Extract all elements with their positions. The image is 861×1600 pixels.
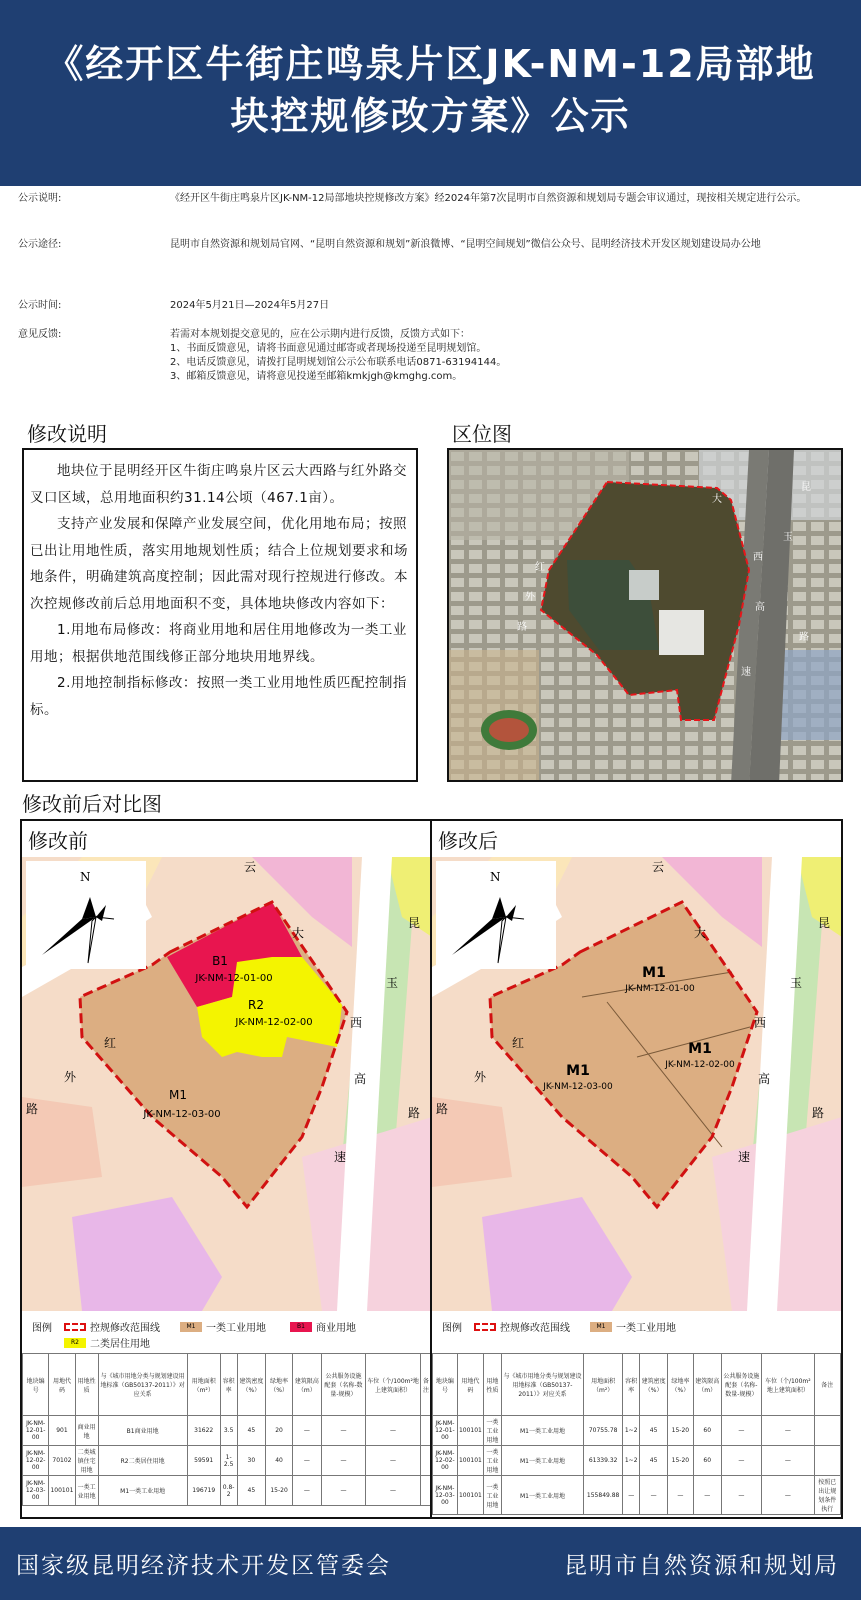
map-road-char: 大 — [712, 494, 722, 505]
table-cell — [420, 1416, 431, 1446]
table-cell: 61339.32 — [584, 1446, 623, 1476]
road-label: 外 — [64, 1070, 77, 1084]
description-paragraph: 2.用地控制指标修改：按照一类工业用地性质匹配控制指标。 — [30, 675, 407, 718]
table-cell: 一类工业用地 — [75, 1476, 98, 1506]
table-header: 用地性质 — [484, 1354, 502, 1416]
legend-boundary — [64, 1319, 160, 1334]
table-cell: JK-NM-12-01-00 — [23, 1416, 49, 1446]
after-title: 修改后 — [438, 829, 498, 853]
table-cell: 二类城镇住宅用地 — [75, 1446, 98, 1476]
header-banner — [0, 0, 861, 186]
table-header: 用地代码 — [457, 1354, 483, 1416]
table-header: 地块编号 — [433, 1354, 458, 1416]
table-cell: — — [366, 1476, 421, 1506]
road-label: 玉 — [790, 976, 803, 990]
table-cell: — — [321, 1416, 365, 1446]
table-cell: 45 — [640, 1446, 668, 1476]
table-header: 备注 — [420, 1354, 431, 1416]
legend-label: 一类工业用地 — [206, 1323, 266, 1334]
parcel-id: JK-NM-12-01-00 — [625, 984, 695, 994]
boundary-swatch — [64, 1323, 86, 1331]
table-cell: 100101 — [457, 1446, 483, 1476]
table-cell: JK-NM-12-01-00 — [433, 1416, 458, 1446]
table-cell: — — [762, 1476, 814, 1515]
legend-boundary — [474, 1319, 570, 1334]
road-label: 路 — [436, 1102, 449, 1116]
table-cell: M1一类工业用地 — [501, 1416, 584, 1446]
table-cell: — — [292, 1416, 321, 1446]
table-header: 绿地率（%） — [266, 1354, 293, 1416]
table-cell: 155849.88 — [584, 1476, 623, 1515]
table-cell: 1-2.5 — [220, 1446, 237, 1476]
table-header: 建筑密度（%） — [640, 1354, 668, 1416]
table-cell: 商业用地 — [75, 1416, 98, 1446]
boundary-swatch — [474, 1323, 496, 1331]
table-cell: — — [762, 1416, 814, 1446]
table-row — [23, 1446, 432, 1476]
table-cell: 100101 — [457, 1416, 483, 1446]
table-header: 与《城市用地分类与规划建设用地标准（GB50137-2011）》对应关系 — [98, 1354, 187, 1416]
map-road-char: 西 — [753, 552, 763, 563]
table-row — [433, 1476, 841, 1515]
north-label: N — [80, 870, 91, 884]
road-label: 玉 — [386, 976, 399, 990]
table-row — [23, 1416, 432, 1446]
table-header-row — [433, 1354, 841, 1416]
map-road-char: 速 — [741, 667, 751, 678]
table-header: 车位（个/100m²地上建筑面积） — [366, 1354, 421, 1416]
table-header: 用地面积（m²） — [584, 1354, 623, 1416]
footer-org-right: 昆明市自然资源和规划局 — [564, 1553, 839, 1579]
before-panel — [22, 821, 432, 1517]
table-cell: — — [667, 1476, 693, 1515]
table-header: 车位（个/100m²地上建筑面积） — [762, 1354, 814, 1416]
map-road-char: 路 — [799, 632, 809, 643]
legend-label: 一类工业用地 — [616, 1323, 676, 1334]
map-road-char: 外 — [525, 592, 535, 603]
table-cell: 15-20 — [667, 1446, 693, 1476]
table-header: 绿地率（%） — [667, 1354, 693, 1416]
road-label: 路 — [26, 1102, 39, 1116]
table-cell: — — [366, 1416, 421, 1446]
notice-label: 公示途径: — [18, 239, 62, 250]
after-panel — [432, 821, 841, 1517]
table-cell: 45 — [640, 1416, 668, 1446]
notice-text: 《经开区牛街庄鸣泉片区JK-NM-12局部地块控规修改方案》经2024年第7次昆明市自然资源和规划局专题会审议通过，现按相关规定进行公示。 — [170, 193, 807, 204]
parcel-code: M1 — [642, 965, 666, 981]
table-header: 地块编号 — [23, 1354, 49, 1416]
road-label: 大 — [694, 926, 707, 940]
legend-label: 控规修改范围线 — [90, 1323, 160, 1334]
b1-swatch: B1 — [290, 1322, 312, 1332]
m1-swatch: M1 — [590, 1322, 612, 1332]
table-header: 建筑限高（m） — [292, 1354, 321, 1416]
table-cell: 3.5 — [220, 1416, 237, 1446]
north-label: N — [490, 870, 501, 884]
description-paragraph: 1.用地布局修改：将商业用地和居住用地修改为一类工业用地；根据供地范围线修正部分地块用地界线。 — [30, 622, 407, 665]
notice-text: 若需对本规划提交意见的，应在公示期内进行反馈，反馈方式如下： 1、书面反馈意见，请将书面意见通过邮寄或者现场投递至昆明规划馆。 2、电话反馈意见，请拨打昆明规划馆公示公布联系电话0871-63194144。 3、邮箱反馈意见，请将意见投递至邮箱kmkjgh@kmghg.com。 — [170, 329, 507, 382]
page-title: 《经开区牛街庄鸣泉片区JK-NM-12局部地块控规修改方案》公示 — [45, 42, 816, 138]
table-cell: 15-20 — [667, 1416, 693, 1446]
table-cell: 59591 — [187, 1446, 220, 1476]
table-cell: — — [762, 1446, 814, 1476]
table-cell: JK-NM-12-03-00 — [433, 1476, 458, 1515]
satellite-image — [449, 450, 843, 782]
notice-label: 公示说明: — [18, 193, 62, 204]
comparison-panel — [20, 819, 843, 1519]
description-paragraph: 支持产业发展和保障产业发展空间，优化用地布局；按照已出让用地性质，落实用地规划性质；结合上位规划要求和场地条件，明确建筑高度控制；因此需对现行控规进行修改。本次控规修改前后总用地面积不变，具体地块修改内容如下： — [30, 516, 408, 612]
legend-label: 商业用地 — [316, 1323, 356, 1334]
legend-b1 — [290, 1319, 356, 1334]
table-cell: 30 — [237, 1446, 266, 1476]
road-label: 云 — [244, 860, 257, 874]
road-label: 云 — [652, 860, 665, 874]
notice-text: 2024年5月21日—2024年5月27日 — [170, 300, 330, 311]
map-road-char: 红 — [535, 562, 545, 573]
table-cell: 1~2 — [623, 1446, 640, 1476]
legend-title: 图例 — [32, 1323, 52, 1334]
compare-title: 修改前后对比图 — [22, 792, 162, 816]
road-label: 高 — [758, 1072, 771, 1086]
before-map — [22, 857, 432, 1311]
notice-text: 昆明市自然资源和规划局官网、“昆明自然资源和规划”新浪微博、“昆明空间规划”微信公众号、昆明经济技术开发区规划建设局办公地 — [170, 239, 761, 250]
map-road-char: 路 — [517, 622, 527, 633]
table-cell: — — [321, 1446, 365, 1476]
table-cell: 31622 — [187, 1416, 220, 1446]
table-row — [433, 1446, 841, 1476]
table-cell: 70102 — [49, 1446, 75, 1476]
table-cell: 196719 — [187, 1476, 220, 1506]
table-cell: R2二类居住用地 — [98, 1446, 187, 1476]
table-header: 用地面积（m²） — [187, 1354, 220, 1416]
road-label: 外 — [474, 1070, 487, 1084]
parcel-id: JK-NM-12-03-00 — [143, 1109, 221, 1120]
table-cell: JK-NM-12-03-00 — [23, 1476, 49, 1506]
notice-section — [0, 186, 861, 400]
map-road-char: 昆 — [801, 482, 811, 493]
table-cell: 一类工业用地 — [484, 1446, 502, 1476]
table-cell: — — [721, 1476, 762, 1515]
table-cell — [420, 1476, 431, 1506]
table-cell: 60 — [693, 1416, 721, 1446]
table-cell — [814, 1416, 841, 1446]
table-header-row — [23, 1354, 432, 1416]
road-label: 路 — [408, 1106, 421, 1120]
table-cell: — — [721, 1446, 762, 1476]
table-cell: JK-NM-12-02-00 — [433, 1446, 458, 1476]
legend-label: 二类居住用地 — [90, 1339, 150, 1350]
table-header: 与《城市用地分类与规划建设用地标准（GB50137-2011）》对应关系 — [501, 1354, 584, 1416]
table-cell: — — [292, 1476, 321, 1506]
table-cell: B1商业用地 — [98, 1416, 187, 1446]
road-label: 红 — [104, 1036, 117, 1050]
parcel-code: R2 — [248, 998, 264, 1012]
parcel-code: M1 — [169, 1088, 187, 1102]
table-header: 用地代码 — [49, 1354, 75, 1416]
legend-m1 — [590, 1319, 676, 1334]
table-cell: — — [721, 1416, 762, 1446]
road-label: 西 — [350, 1016, 363, 1030]
parcel-id: JK-NM-12-02-00 — [235, 1017, 313, 1028]
table-cell: 按照已出让规划条件执行 — [814, 1476, 841, 1515]
table-cell: — — [693, 1476, 721, 1515]
map-road-char: 高 — [755, 602, 765, 613]
after-table — [432, 1353, 841, 1515]
table-header: 容积率 — [220, 1354, 237, 1416]
legend-title: 图例 — [442, 1323, 462, 1334]
road-label: 昆 — [408, 916, 421, 930]
m1-swatch: M1 — [180, 1322, 202, 1332]
table-cell: 1~2 — [623, 1416, 640, 1446]
parcel-id: JK-NM-12-02-00 — [665, 1060, 735, 1070]
road-label: 路 — [812, 1106, 825, 1120]
after-map — [432, 857, 841, 1311]
road-label: 速 — [738, 1150, 751, 1164]
table-cell: 40 — [266, 1446, 293, 1476]
r2-swatch: R2 — [64, 1338, 86, 1348]
before-table — [22, 1353, 432, 1506]
table-cell — [814, 1446, 841, 1476]
description-title: 修改说明 — [27, 422, 107, 446]
legend-m1 — [180, 1319, 266, 1334]
table-cell: 901 — [49, 1416, 75, 1446]
parcel-code: M1 — [566, 1063, 590, 1079]
description-box — [22, 448, 418, 782]
table-cell: 15-20 — [266, 1476, 293, 1506]
description-paragraph: 地块位于昆明经开区牛街庄鸣泉片区云大西路与红外路交叉口区域，总用地面积约31.14公顷（467.1亩）。 — [30, 463, 407, 506]
map-road-char: 玉 — [783, 532, 793, 543]
before-title: 修改前 — [28, 829, 88, 853]
table-header: 公共服务设施配套（名称-数量-规模） — [321, 1354, 365, 1416]
table-cell: 100101 — [457, 1476, 483, 1515]
location-title: 区位图 — [452, 422, 512, 446]
table-header: 建筑密度（%） — [237, 1354, 266, 1416]
road-label: 红 — [512, 1036, 525, 1050]
road-label: 高 — [354, 1072, 367, 1086]
table-cell: 100101 — [49, 1476, 75, 1506]
table-row — [433, 1416, 841, 1446]
road-label: 速 — [334, 1150, 347, 1164]
road-label: 西 — [754, 1016, 767, 1030]
table-cell: 70755.78 — [584, 1416, 623, 1446]
table-row — [23, 1476, 432, 1506]
legend-r2 — [64, 1335, 150, 1350]
table-cell: 20 — [266, 1416, 293, 1446]
notice-label: 公示时间: — [18, 300, 62, 311]
table-cell: M1一类工业用地 — [98, 1476, 187, 1506]
table-cell: JK-NM-12-02-00 — [23, 1446, 49, 1476]
table-header: 建筑限高（m） — [693, 1354, 721, 1416]
table-cell: — — [292, 1446, 321, 1476]
table-cell: 45 — [237, 1476, 266, 1506]
table-cell: M1一类工业用地 — [501, 1446, 584, 1476]
table-cell: — — [623, 1476, 640, 1515]
table-cell: — — [321, 1476, 365, 1506]
parcel-code: M1 — [688, 1041, 712, 1057]
table-cell: 60 — [693, 1446, 721, 1476]
road-label: 昆 — [818, 916, 831, 930]
footer-org-left: 国家级昆明经济技术开发区管委会 — [16, 1553, 391, 1579]
table-cell: 一类工业用地 — [484, 1416, 502, 1446]
location-map — [447, 448, 843, 782]
table-cell: 45 — [237, 1416, 266, 1446]
footer-banner — [0, 1527, 861, 1600]
legend-label: 控规修改范围线 — [500, 1323, 570, 1334]
table-header: 容积率 — [623, 1354, 640, 1416]
parcel-code: B1 — [212, 954, 228, 968]
table-header: 备注 — [814, 1354, 841, 1416]
table-cell: 0.8-2 — [220, 1476, 237, 1506]
table-header: 用地性质 — [75, 1354, 98, 1416]
road-label: 大 — [292, 926, 305, 940]
table-cell: — — [366, 1446, 421, 1476]
table-cell: 一类工业用地 — [484, 1476, 502, 1515]
table-header: 公共服务设施配套（名称-数量-规模） — [721, 1354, 762, 1416]
table-cell — [420, 1446, 431, 1476]
table-cell: M1一类工业用地 — [501, 1476, 584, 1515]
parcel-id: JK-NM-12-03-00 — [543, 1082, 613, 1092]
notice-label: 意见反馈: — [18, 329, 62, 340]
parcel-id: JK-NM-12-01-00 — [195, 973, 273, 984]
table-cell: — — [640, 1476, 668, 1515]
